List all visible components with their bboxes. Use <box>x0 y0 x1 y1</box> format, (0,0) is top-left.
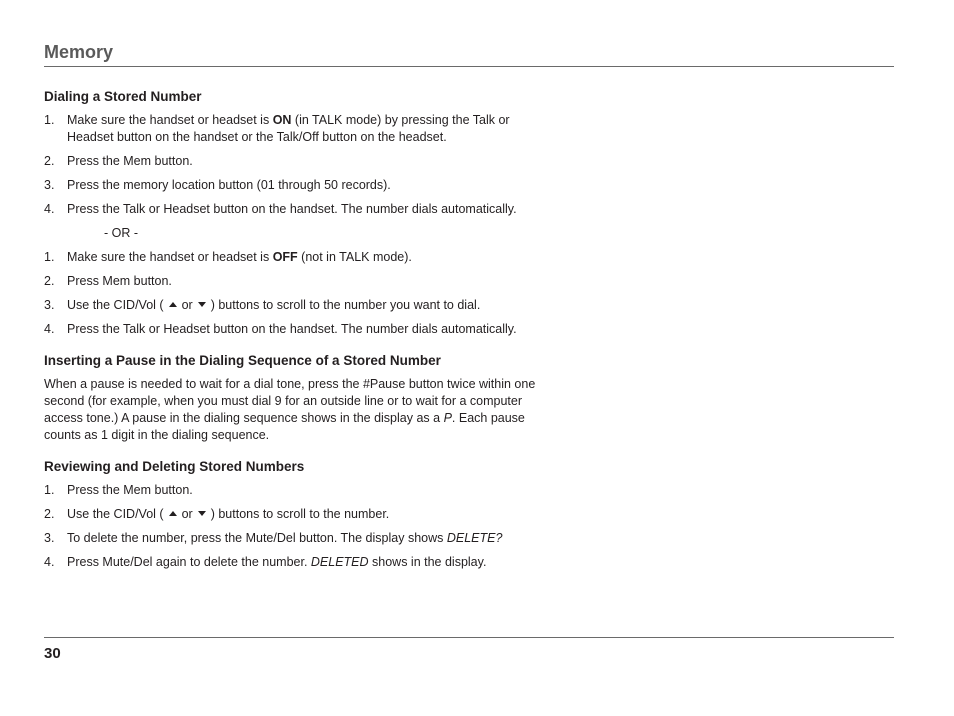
list-item: 2. Use the CID/Vol ( or ) buttons to scroll to the number. <box>44 507 390 521</box>
section-heading-pause: Inserting a Pause in the Dialing Sequence of a Stored Number <box>44 353 441 368</box>
down-arrow-icon <box>198 511 206 516</box>
up-arrow-icon <box>169 302 177 307</box>
dialing-steps-on <box>44 112 554 218</box>
list-item: 2. Press the Mem button. <box>44 154 193 168</box>
down-arrow-icon <box>198 302 206 307</box>
footer-divider <box>44 637 894 638</box>
header-divider <box>44 66 894 67</box>
pause-paragraph: When a pause is needed to wait for a dial tone, press the #Pause button twice within one second (for example, when you must dial 9 for an outside line or to wait for a computer access tone.) A pause in the dialing sequence shows in the display as a P. Each pause counts as 1 digit in the dialing sequence. <box>44 377 536 442</box>
list-item: 4. Press the Talk or Headset button on the handset. The number dials automatically. <box>44 322 517 336</box>
page-title: Memory <box>44 42 114 62</box>
or-separator: - OR - <box>104 226 139 240</box>
dialing-steps-off <box>44 249 554 338</box>
reviewing-steps <box>44 482 554 571</box>
list-item: 4. Press the Talk or Headset button on the handset. The number dials automatically. <box>44 202 517 216</box>
main-content <box>44 88 554 578</box>
list-item: 3. Use the CID/Vol ( or ) buttons to scroll to the number you want to dial. <box>44 298 481 312</box>
list-item: 3. To delete the number, press the Mute/Del button. The display shows DELETE? <box>44 531 503 545</box>
list-item: 3. Press the memory location button (01 through 50 records). <box>44 178 391 192</box>
list-item: 1. Make sure the handset or headset is ON (in TALK mode) by pressing the Talk or Headset button on the handset or the Talk/Off button on the headset. <box>44 113 510 144</box>
list-item: 1. Make sure the handset or headset is OFF (not in TALK mode). <box>44 250 412 264</box>
section-heading-dialing: Dialing a Stored Number <box>44 89 202 104</box>
list-item: 1. Press the Mem button. <box>44 483 193 497</box>
page-number: 30 <box>44 645 61 662</box>
section-heading-reviewing: Reviewing and Deleting Stored Numbers <box>44 459 305 474</box>
list-item: 2. Press Mem button. <box>44 274 172 288</box>
up-arrow-icon <box>169 511 177 516</box>
list-item: 4. Press Mute/Del again to delete the number. DELETED shows in the display. <box>44 555 487 569</box>
